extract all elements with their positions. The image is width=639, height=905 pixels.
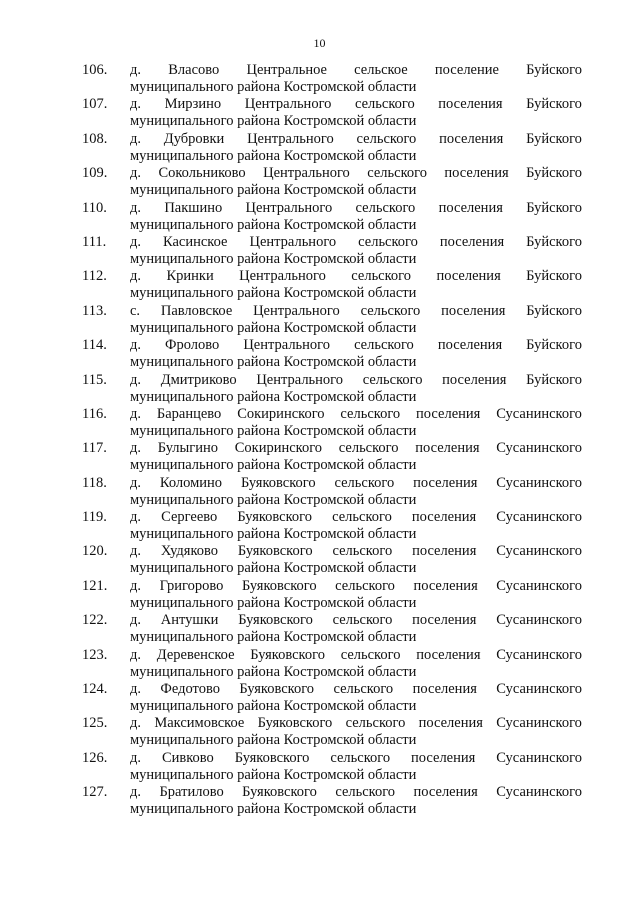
entry-number: 111. <box>82 233 107 250</box>
entry-word: Сусанинского <box>496 749 582 766</box>
entry-word: Сусанинского <box>496 577 582 594</box>
entry-word: Сусанинского <box>496 681 582 698</box>
entry-words <box>130 131 582 148</box>
entry-words <box>130 509 582 526</box>
entry-word: д. <box>130 784 142 801</box>
entry-word: сельского <box>332 509 392 526</box>
entry-word: сельского <box>362 371 423 388</box>
entry-word: сельского <box>356 130 417 147</box>
entry-number: 120. <box>82 543 108 560</box>
entry-word: д. <box>130 268 142 285</box>
entry-word: Буйского <box>526 337 582 354</box>
entry-word: сельского <box>358 233 418 250</box>
entry-number: 106. <box>82 62 108 78</box>
entry-word: Кринки <box>166 268 214 285</box>
entry-second-line: муниципального района Костромской области <box>130 422 417 439</box>
entry-word: Сусанинского <box>496 474 582 491</box>
entry-word: поселения <box>436 268 501 285</box>
entry-words <box>130 715 582 732</box>
list-item <box>82 647 582 681</box>
entry-word: Сокольниково <box>158 165 246 182</box>
entry-words <box>130 647 582 664</box>
entry-number: 116. <box>82 405 107 422</box>
entry-first-line <box>82 715 582 732</box>
list-item <box>82 165 582 199</box>
entry-word: Буйского <box>526 302 582 319</box>
entry-first-line <box>82 303 582 320</box>
entry-word: поселения <box>413 577 478 594</box>
entry-word: поселения <box>411 509 477 526</box>
list-item <box>82 715 582 749</box>
entry-word: Буйского <box>526 233 582 250</box>
entry-word: Буйского <box>526 371 582 388</box>
list-item <box>82 234 582 268</box>
entry-second-line: муниципального района Костромской области <box>130 629 417 646</box>
entry-first-line <box>82 165 582 182</box>
entry-word: Буяковского <box>250 646 325 663</box>
entry-word: Антушки <box>160 612 219 629</box>
entry-word: д. <box>130 199 142 216</box>
list-item <box>82 62 582 96</box>
entry-word: Буяковского <box>240 474 316 491</box>
entry-number: 127. <box>82 784 108 801</box>
entry-word: сельского <box>367 165 427 182</box>
entry-number: 114. <box>82 337 107 354</box>
entry-word: сельского <box>340 646 401 663</box>
entry-word: сельского <box>354 337 414 354</box>
list-item <box>82 303 582 337</box>
entry-second-line: муниципального района Костромской области <box>130 698 417 715</box>
entry-word: Сокиринского <box>237 405 325 422</box>
entry-first-line <box>82 440 582 457</box>
entry-word: поселения <box>444 165 509 182</box>
entry-number: 115. <box>82 371 107 388</box>
entry-word: поселения <box>412 543 477 560</box>
entry-word: Центрального <box>263 165 350 182</box>
entry-second-line: муниципального района Костромской области <box>130 113 417 130</box>
entry-word: Сусанинского <box>496 543 582 560</box>
entry-second-line: муниципального района Костромской области <box>130 388 417 405</box>
entry-word: д. <box>130 233 142 250</box>
entry-word: Максимовское <box>154 715 245 732</box>
entry-word: с. <box>130 302 141 319</box>
entry-word: поселения <box>416 405 481 422</box>
entry-word: сельского <box>351 268 412 285</box>
entry-word: Центрального <box>249 233 337 250</box>
entry-number: 119. <box>82 509 107 526</box>
entry-word: Сусанинского <box>496 440 582 457</box>
entry-words <box>130 406 582 423</box>
entry-word: Федотово <box>160 681 220 698</box>
entry-word: сельского <box>335 577 395 594</box>
entry-word: д. <box>130 405 142 422</box>
entry-number: 122. <box>82 612 108 629</box>
entry-first-line <box>82 96 582 113</box>
entry-words <box>130 234 582 251</box>
list-item <box>82 543 582 577</box>
entry-second-line: муниципального района Костромской области <box>130 732 417 749</box>
entry-number: 107. <box>82 96 108 113</box>
entry-second-line: муниципального района Костромской области <box>130 457 417 474</box>
entry-words <box>130 612 582 629</box>
entry-word: д. <box>130 543 142 560</box>
entry-word: Сивково <box>161 749 214 766</box>
entry-word: поселения <box>411 749 476 766</box>
entry-word: Дубровки <box>163 130 225 147</box>
entry-word: Павловское <box>160 302 233 319</box>
entry-second-line: муниципального района Костромской области <box>130 250 417 267</box>
entry-first-line <box>82 406 582 423</box>
entry-word: поселения <box>415 440 480 457</box>
entry-first-line <box>82 647 582 664</box>
entry-word: Буяковского <box>237 509 313 526</box>
entry-word: Худяково <box>160 543 219 560</box>
entry-first-line <box>82 612 582 629</box>
entry-number: 125. <box>82 715 108 732</box>
entry-word: д. <box>130 62 142 78</box>
entry-words <box>130 337 582 354</box>
entry-word: поселения <box>439 233 505 250</box>
entry-word: Сусанинского <box>496 612 582 629</box>
entry-word: сельского <box>332 612 393 629</box>
entry-word: Братилово <box>159 784 224 801</box>
entry-word: поселения <box>418 715 483 732</box>
entry-word: д. <box>130 749 142 766</box>
entry-words <box>130 165 582 182</box>
entry-word: поселения <box>437 337 503 354</box>
entry-word: Буяковского <box>238 612 313 629</box>
entry-word: д. <box>130 440 142 457</box>
entry-word: сельского <box>345 715 406 732</box>
entry-first-line <box>82 234 582 251</box>
entry-word: Буяковского <box>242 784 317 801</box>
entry-word: Буйского <box>526 165 582 182</box>
list-item <box>82 750 582 784</box>
entry-second-line: муниципального района Костромской области <box>130 491 417 508</box>
entry-number: 112. <box>82 268 107 285</box>
entry-words <box>130 303 582 320</box>
entry-number: 110. <box>82 199 107 216</box>
entry-word: д. <box>130 612 142 629</box>
entry-word: поселения <box>412 612 477 629</box>
entry-number: 113. <box>82 302 107 319</box>
entry-second-line: муниципального района Костромской области <box>130 801 417 818</box>
entry-word: Центрального <box>244 96 332 113</box>
entry-words <box>130 62 582 79</box>
entry-word: Дмитриково <box>160 371 237 388</box>
entry-word: д. <box>130 681 142 698</box>
list-item <box>82 440 582 474</box>
entry-number: 126. <box>82 749 108 766</box>
entry-word: сельского <box>360 302 421 319</box>
list-item <box>82 200 582 234</box>
entry-second-line: муниципального района Костромской области <box>130 354 417 371</box>
entry-number: 109. <box>82 165 108 182</box>
entry-word: поселения <box>412 681 477 698</box>
entry-number: 123. <box>82 646 108 663</box>
entry-words <box>130 440 582 457</box>
entry-words <box>130 543 582 560</box>
entry-number: 108. <box>82 130 108 147</box>
entry-word: д. <box>130 96 142 113</box>
entry-word: поселения <box>438 199 503 216</box>
list-item <box>82 475 582 509</box>
entry-word: Буяковского <box>237 543 313 560</box>
list-item <box>82 681 582 715</box>
entry-words <box>130 268 582 285</box>
entry-word: д. <box>130 130 142 147</box>
entry-second-line: муниципального района Костромской области <box>130 526 417 543</box>
entry-word: поселения <box>439 130 504 147</box>
entry-word: Буяковского <box>239 681 315 698</box>
entry-first-line <box>82 131 582 148</box>
entry-word: д. <box>130 646 142 663</box>
entry-second-line: муниципального района Костромской области <box>130 285 417 302</box>
entry-first-line <box>82 200 582 217</box>
entry-word: Сусанинского <box>496 784 582 801</box>
entry-word: Центрального <box>245 199 333 216</box>
entry-number: 118. <box>82 474 107 491</box>
entry-word: поселения <box>413 474 478 491</box>
list-item <box>82 612 582 646</box>
entry-words <box>130 475 582 492</box>
entry-first-line <box>82 268 582 285</box>
entry-word: поселения <box>416 646 481 663</box>
entry-second-line: муниципального района Костромской области <box>130 560 417 577</box>
entry-word: д. <box>130 577 142 594</box>
entry-word: Сусанинского <box>496 405 582 422</box>
list-item <box>82 578 582 612</box>
entry-word: Власово <box>168 62 220 78</box>
entry-word: Буйского <box>526 130 582 147</box>
entry-word: сельского <box>334 474 395 491</box>
entry-word: поселения <box>438 96 503 113</box>
entry-word: Буяковского <box>241 577 317 594</box>
entry-word: д. <box>130 337 142 354</box>
entry-words <box>130 784 582 801</box>
entry-word: Буяковского <box>234 749 310 766</box>
list-item <box>82 96 582 130</box>
entry-word: поселения <box>413 784 478 801</box>
entry-word: сельское <box>354 62 408 78</box>
entry-word: д. <box>130 474 142 491</box>
entry-word: д. <box>130 165 142 182</box>
entry-word: поселение <box>434 62 499 78</box>
entry-word: Деревенское <box>156 646 235 663</box>
entry-word: Центрального <box>253 302 340 319</box>
entry-word: Фролово <box>165 337 220 354</box>
entry-word: Буйского <box>526 268 582 285</box>
entry-word: Сусанинского <box>496 646 582 663</box>
entry-word: Мирзино <box>164 96 222 113</box>
entry-word: Пакшино <box>164 199 223 216</box>
entry-first-line <box>82 578 582 595</box>
entry-word: сельского <box>355 199 416 216</box>
entry-word: сельского <box>330 749 391 766</box>
list-item <box>82 784 582 818</box>
entry-word: Булыгино <box>157 440 219 457</box>
entry-word: сельского <box>340 405 401 422</box>
entry-words <box>130 96 582 113</box>
page-number: 10 <box>313 36 326 50</box>
entry-word: сельского <box>332 543 393 560</box>
entry-word: сельского <box>338 440 399 457</box>
entry-word: Центрального <box>243 337 331 354</box>
entry-word: сельского <box>354 96 415 113</box>
entry-words <box>130 681 582 698</box>
entry-second-line: муниципального района Костромской области <box>130 79 417 95</box>
entry-word: Сусанинского <box>496 509 582 526</box>
entry-number: 121. <box>82 577 108 594</box>
entry-word: Коломино <box>159 474 223 491</box>
entry-first-line <box>82 372 582 389</box>
entry-word: сельского <box>335 784 396 801</box>
entry-words <box>130 200 582 217</box>
entry-word: д. <box>130 715 142 732</box>
entry-word: Центрального <box>247 130 334 147</box>
entry-second-line: муниципального района Костромской области <box>130 594 417 611</box>
entry-word: Буйского <box>526 96 582 113</box>
entry-second-line: муниципального района Костромской области <box>130 663 417 680</box>
entry-first-line <box>82 337 582 354</box>
entry-words <box>130 578 582 595</box>
entry-word: Сергеево <box>161 509 218 526</box>
entry-second-line: муниципального района Костромской области <box>130 766 417 783</box>
entry-first-line <box>82 681 582 698</box>
entry-word: поселения <box>442 371 507 388</box>
list-item <box>82 268 582 302</box>
entry-word: Баранцево <box>156 405 222 422</box>
entry-word: сельского <box>333 681 394 698</box>
entry-list <box>82 62 582 819</box>
entry-number: 124. <box>82 681 108 698</box>
list-item <box>82 372 582 406</box>
entry-words <box>130 372 582 389</box>
entry-word: Сусанинского <box>496 715 582 732</box>
entry-first-line <box>82 62 582 79</box>
entry-word: Григорово <box>159 577 224 594</box>
entry-word: поселения <box>441 302 506 319</box>
entry-word: Буяковского <box>257 715 333 732</box>
entry-first-line <box>82 509 582 526</box>
entry-first-line <box>82 475 582 492</box>
entry-word: Центрального <box>239 268 326 285</box>
entry-first-line <box>82 543 582 560</box>
entry-word: Буйского <box>526 199 582 216</box>
entry-word: Сокиринского <box>234 440 323 457</box>
entry-first-line <box>82 784 582 801</box>
list-item <box>82 509 582 543</box>
entry-second-line: муниципального района Костромской области <box>130 319 417 336</box>
entry-word: Центральное <box>246 62 327 78</box>
entry-second-line: муниципального района Костромской области <box>130 182 417 199</box>
entry-word: д. <box>130 509 142 526</box>
entry-first-line <box>82 750 582 767</box>
list-item <box>82 131 582 165</box>
entry-word: Буйского <box>526 62 582 78</box>
entry-word: Центрального <box>256 371 344 388</box>
entry-number: 117. <box>82 440 107 457</box>
list-item <box>82 337 582 371</box>
entry-words <box>130 750 582 767</box>
entry-word: д. <box>130 371 142 388</box>
list-item <box>82 406 582 440</box>
entry-word: Касинское <box>163 233 228 250</box>
entry-second-line: муниципального района Костромской области <box>130 147 417 164</box>
entry-second-line: муниципального района Костромской области <box>130 216 417 233</box>
